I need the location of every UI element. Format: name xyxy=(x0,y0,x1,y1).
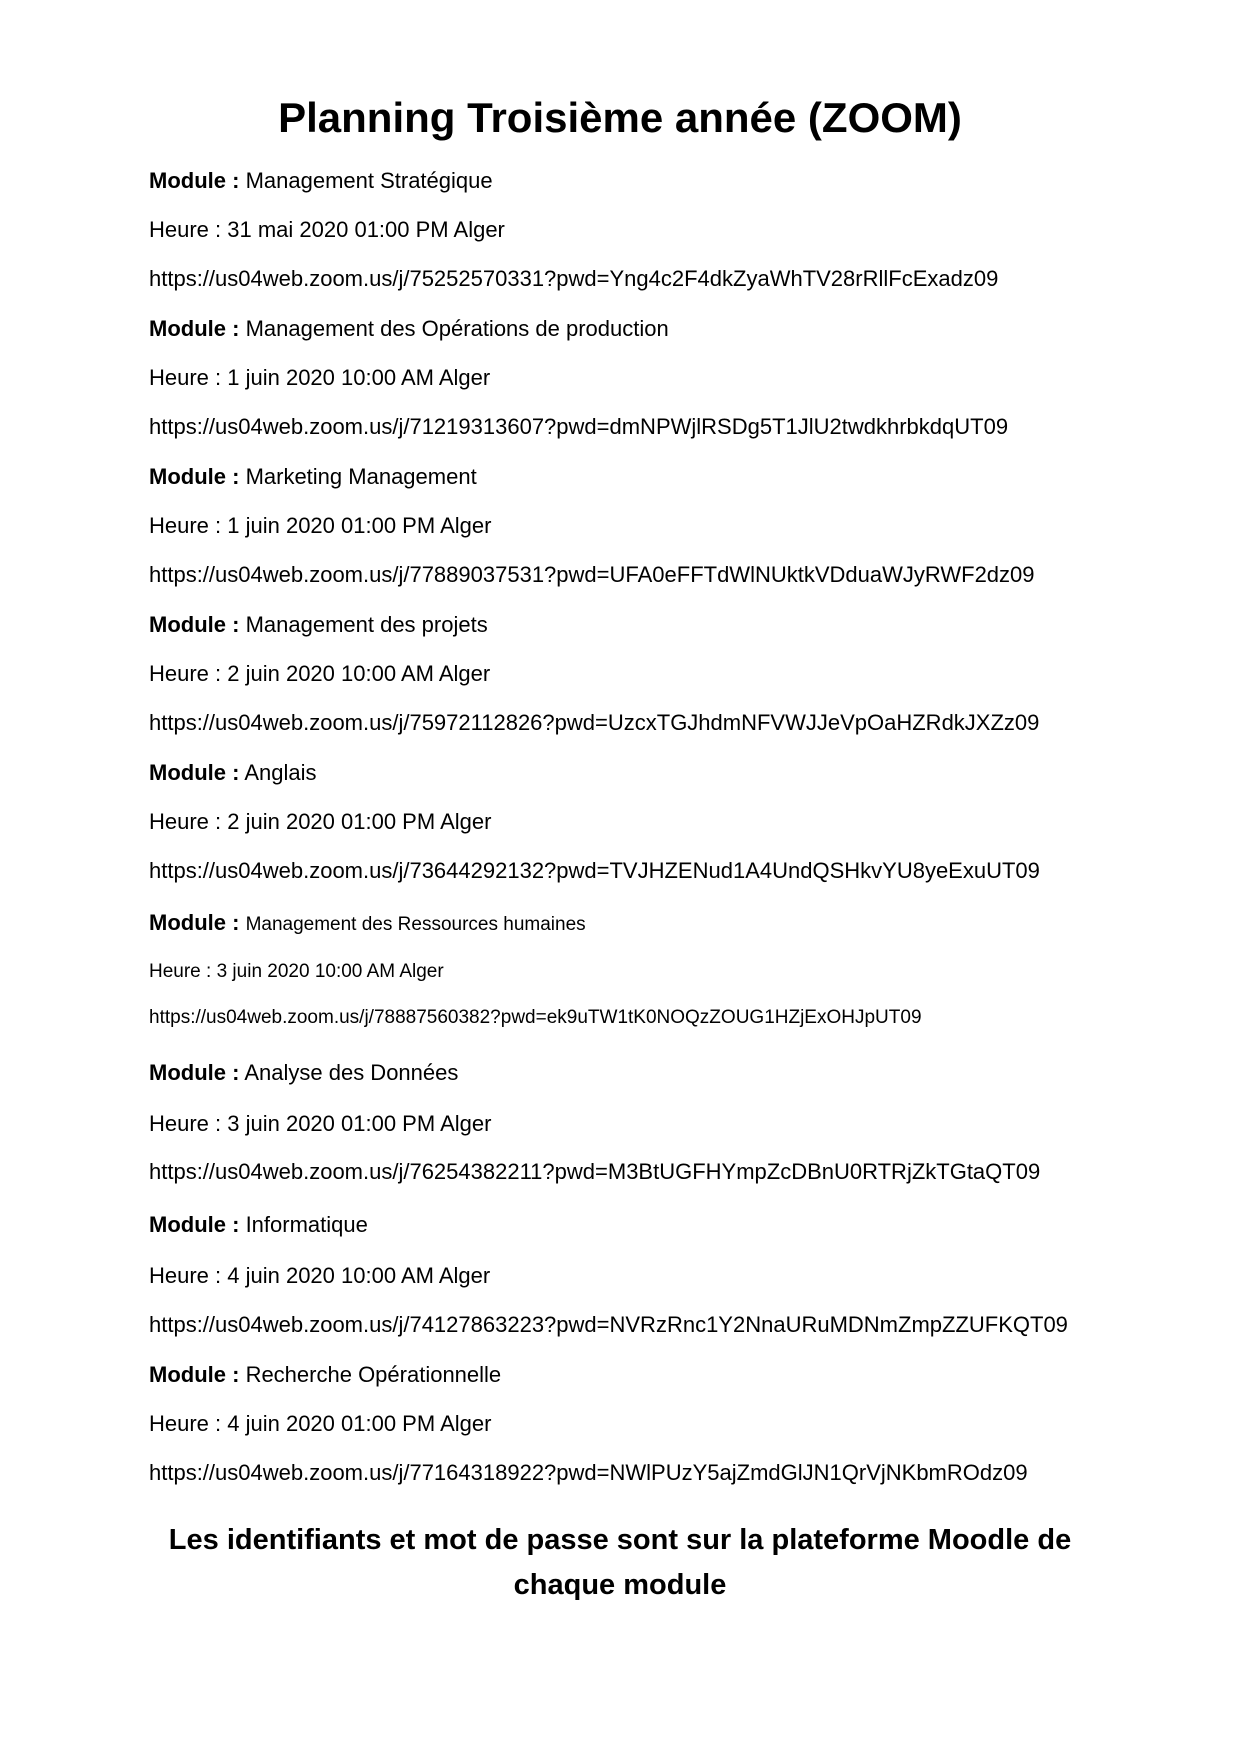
module-label: Module : xyxy=(149,612,240,637)
heure-line: Heure : 1 juin 2020 01:00 PM Alger xyxy=(149,513,492,538)
heure-line: Heure : 3 juin 2020 01:00 PM Alger xyxy=(149,1111,492,1136)
zoom-url[interactable]: https://us04web.zoom.us/j/73644292132?pwd=TVJHZENud1A4UndQSHkvYU8yeExuUT09 xyxy=(149,858,1040,883)
module-label: Module : xyxy=(149,910,240,935)
heure-line: Heure : 4 juin 2020 10:00 AM Alger xyxy=(149,1263,491,1288)
module-name: Marketing Management xyxy=(245,464,477,489)
heure-line: Heure : 1 juin 2020 10:00 AM Alger xyxy=(149,365,491,390)
zoom-link[interactable] xyxy=(149,1458,1028,1488)
module-label: Module : xyxy=(149,1060,240,1085)
module-name: Management des Opérations de production xyxy=(245,316,669,341)
zoom-link[interactable] xyxy=(149,856,1040,886)
module-label: Module : xyxy=(149,1362,240,1387)
module-name: Management Stratégique xyxy=(245,168,493,193)
heure-line: Heure : 2 juin 2020 10:00 AM Alger xyxy=(149,661,491,686)
module-name: Analyse des Données xyxy=(244,1060,459,1085)
zoom-url[interactable]: https://us04web.zoom.us/j/75972112826?pwd=UzcxTGJhdmNFVWJJeVpOaHZRdkJXZz09 xyxy=(149,710,1040,735)
module-line xyxy=(149,908,586,940)
module-line xyxy=(149,1058,458,1088)
module-line xyxy=(149,314,669,344)
zoom-link[interactable] xyxy=(149,1157,1040,1187)
module-name: Recherche Opérationnelle xyxy=(245,1362,502,1387)
zoom-link[interactable] xyxy=(149,264,998,294)
module-name: Anglais xyxy=(244,760,317,785)
footer-note: Les identifiants et mot de passe sont sur la plateforme Moodle de chaque module xyxy=(168,1524,1072,1601)
zoom-link[interactable] xyxy=(149,1003,922,1033)
zoom-link[interactable] xyxy=(149,1310,1068,1340)
heure-line: Heure : 4 juin 2020 01:00 PM Alger xyxy=(149,1411,492,1436)
zoom-url[interactable]: https://us04web.zoom.us/j/76254382211?pwd=M3BtUGFHYmpZcDBnU0RTRjZkTGtaQT09 xyxy=(149,1159,1041,1184)
zoom-url[interactable]: https://us04web.zoom.us/j/71219313607?pwd=dmNPWjlRSDg5T1JlU2twdkhrbkdqUT09 xyxy=(149,414,1009,439)
module-line xyxy=(149,462,477,492)
module-label: Module : xyxy=(149,464,240,489)
module-line xyxy=(149,166,493,196)
heure-line: Heure : 2 juin 2020 01:00 PM Alger xyxy=(149,809,492,834)
module-label: Module : xyxy=(149,760,240,785)
module-label: Module : xyxy=(149,1212,240,1237)
module-name: Management des Ressources humaines xyxy=(245,914,586,935)
zoom-url[interactable]: https://us04web.zoom.us/j/74127863223?pwd=NVRzRnc1Y2NnaURuMDNmZmpZZUFKQT09 xyxy=(149,1312,1068,1337)
module-line xyxy=(149,610,488,640)
zoom-url[interactable]: https://us04web.zoom.us/j/78887560382?pwd=ek9uTW1tK0NOQzZOUG1HZjExOHJpUT09 xyxy=(149,1007,922,1028)
zoom-link[interactable] xyxy=(149,560,1035,590)
zoom-url[interactable]: https://us04web.zoom.us/j/77164318922?pwd=NWlPUzY5ajZmdGlJN1QrVjNKbmROdz09 xyxy=(149,1460,1028,1485)
module-name: Informatique xyxy=(245,1212,368,1237)
heure-line: Heure : 3 juin 2020 10:00 AM Alger xyxy=(149,961,444,982)
zoom-link[interactable] xyxy=(149,708,1039,738)
zoom-url[interactable]: https://us04web.zoom.us/j/77889037531?pwd=UFA0eFFTdWlNUktkVDduaWJyRWF2dz09 xyxy=(149,562,1035,587)
module-line xyxy=(149,1210,368,1240)
module-label: Module : xyxy=(149,316,240,341)
zoom-link[interactable] xyxy=(149,412,1008,442)
module-line xyxy=(149,758,317,788)
module-name: Management des projets xyxy=(245,612,488,637)
module-label: Module : xyxy=(149,168,240,193)
zoom-url[interactable]: https://us04web.zoom.us/j/75252570331?pwd=Yng4c2F4dkZyaWhTV28rRllFcExadz09 xyxy=(149,266,999,291)
heure-line: Heure : 31 mai 2020 01:00 PM Alger xyxy=(149,217,505,242)
page-title: Planning Troisième année (ZOOM) xyxy=(278,94,962,141)
module-line xyxy=(149,1360,501,1390)
